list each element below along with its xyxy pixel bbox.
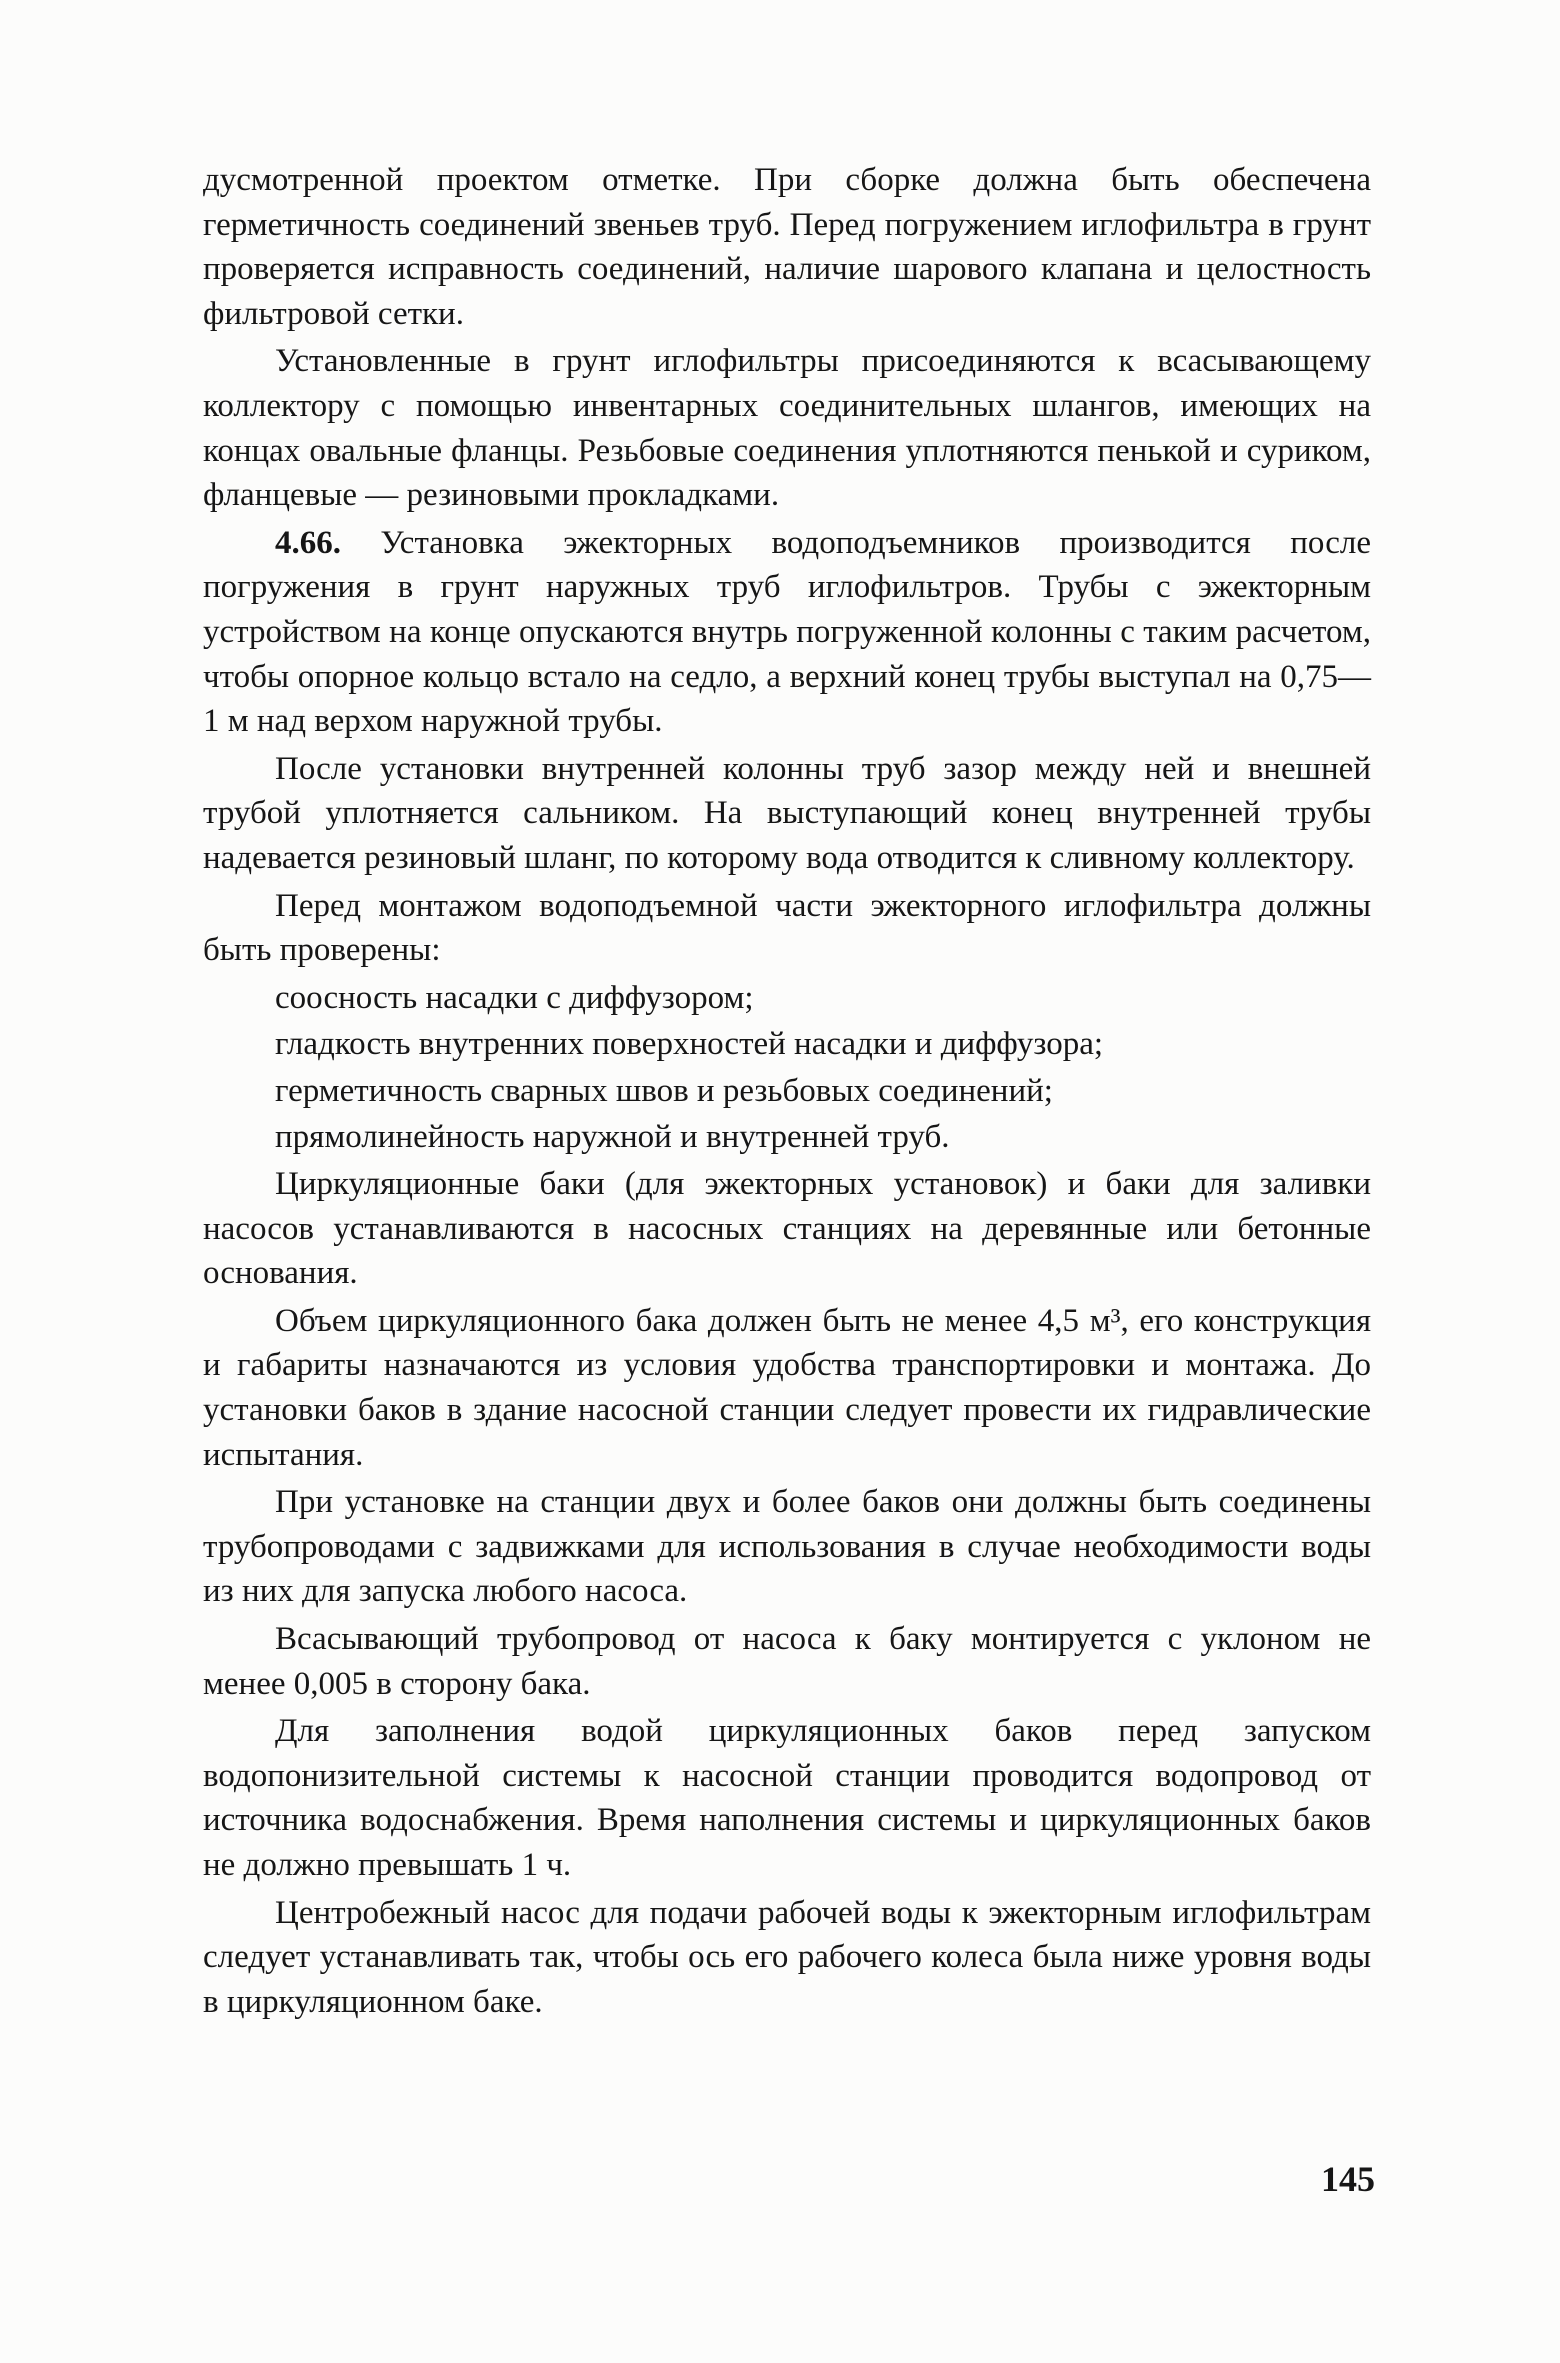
body-text [203,158,1371,2027]
paragraph-suction-pipe: Всасывающий трубопровод от насоса к баку монтируется с уклоном не менее 0,005 в сторону бака. [203,1621,1371,1702]
paragraph-multiple-tanks: При установке на станции двух и более баков они должны быть соединены трубопроводами с задвижками для использования в случае необходимости воды из них для запуска любого насоса. [203,1484,1371,1610]
list-item: соосность насадки с диффузором; [275,979,754,1016]
paragraph-inner-column: После установки внутренней колонны труб зазор между ней и внешней трубой уплотняется сальником. На выступающий конец внутренней трубы надевается резиновый шланг, по которому вода отводится к сливному коллектору. [203,750,1371,876]
paragraph-water-supply: Для заполнения водой циркуляционных баков перед запуском водопонизительной системы к насосной станции проводится водопровод от источника водоснабжения. Время наполнения системы и циркуляционных баков не должно превышать 1 ч. [203,1713,1371,1883]
paragraph-collector-connection: Установленные в грунт иглофильтры присоединяются к всасывающему коллектору с помощью инвентарных соединительных шлангов, имеющих на концах овальные фланцы. Резьбовые соединения уплотняются пенькой и суриком, фланцевые — резиновыми прокладками. [203,343,1371,514]
paragraph-continuation: дусмотренной проектом отметке. При сборке должна быть обеспечена герметичность соединений звеньев труб. Перед погружением иглофильтра в грунт проверяется исправность соединений, наличие шарового клапана и целостность фильтровой сетки. [203,162,1371,332]
list-item: гладкость внутренних поверхностей насадки и диффузора; [275,1026,1104,1063]
section-number: 4.66. [275,524,341,561]
paragraph-circulation-tanks: Циркуляционные баки (для эжекторных установок) и баки для заливки насосов устанавливаются в насосных станциях на деревянные или бетонные основания. [203,1166,1371,1292]
paragraph-centrifugal-pump: Центробежный насос для подачи рабочей воды к эжекторным иглофильтрам следует устанавливать так, чтобы ось его рабочего колеса была ниже уровня воды в циркуляционном баке. [203,1894,1371,2020]
section-text: Установка эжекторных водоподъемников производится после погружения в грунт наружных труб иглофильтров. Трубы с эжекторным устройством на конце опускаются внутрь погруженной колонны с таким расчетом, чтобы опорное кольцо встало на седло, а верхний конец трубы выступал на 0,75—1 м над верхом наружной трубы. [203,524,1371,740]
paragraph-checks-intro: Перед монтажом водоподъемной части эжекторного иглофильтра должны быть проверены: [203,887,1371,969]
list-item: прямолинейность наружной и внутренней труб. [275,1119,950,1156]
paragraph-tank-volume: Объем циркуляционного бака должен быть не менее 4,5 м³, его конструкция и габариты назначаются из условия удобства транспортировки и монтажа. До установки баков в здание насосной станции следует провести их гидравлические испытания. [203,1302,1371,1473]
list-item: герметичность сварных швов и резьбовых соединений; [275,1072,1053,1109]
page-number: 145 [1321,2159,1375,2199]
paragraph-section-4-66 [203,521,1371,744]
